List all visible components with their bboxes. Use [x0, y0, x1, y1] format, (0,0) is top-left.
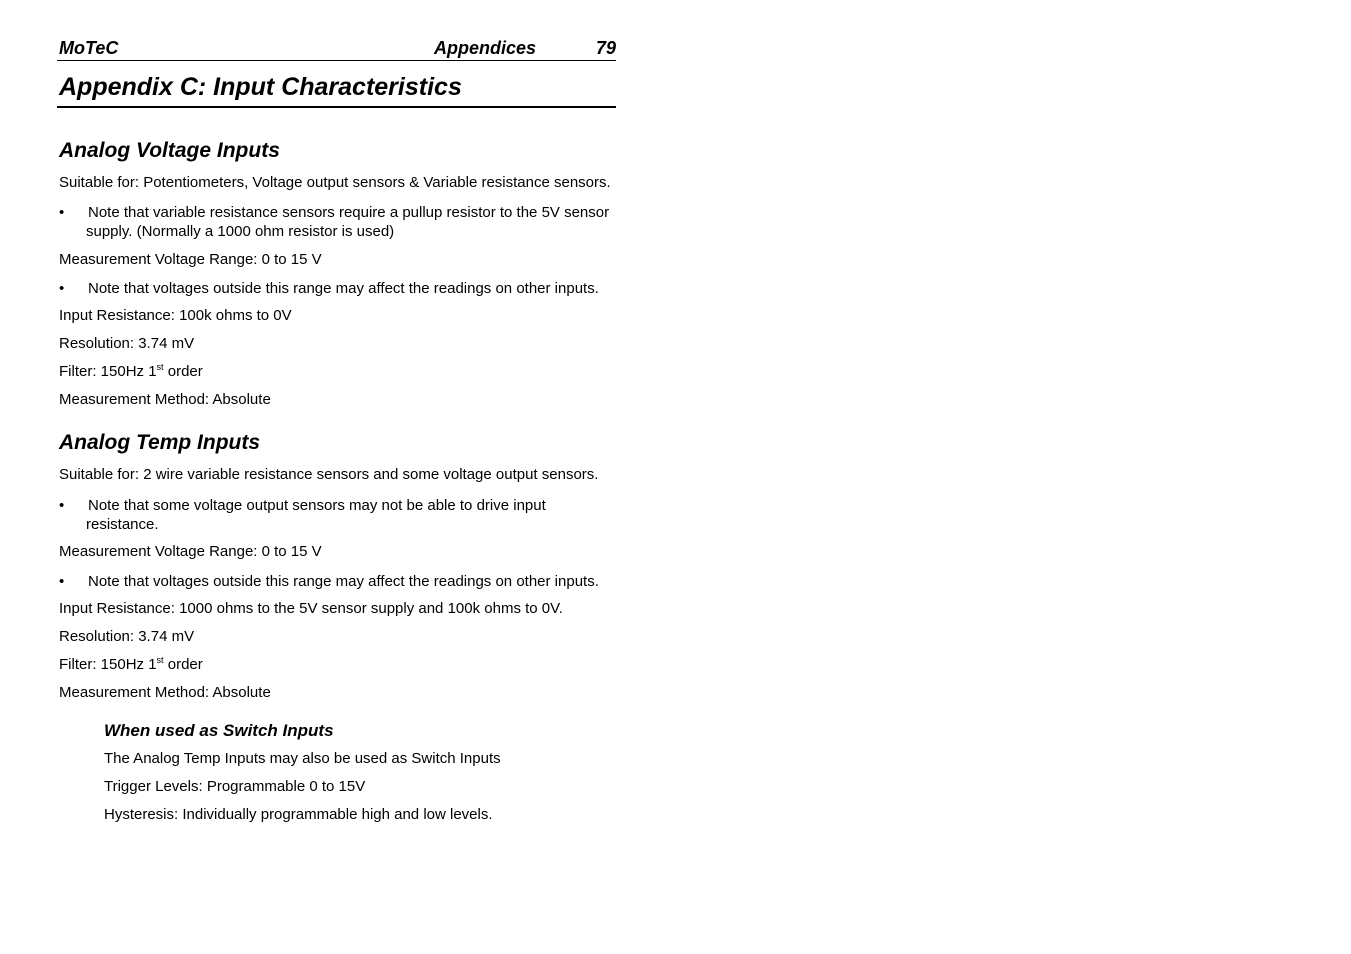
bullet-glyph: • — [59, 204, 65, 221]
header-section: Appendices — [433, 38, 536, 58]
running-header — [57, 36, 616, 61]
measurement-method-text: Measurement Method: Absolute — [59, 684, 271, 701]
filter-suffix: order — [163, 363, 203, 380]
filter-suffix: order — [163, 656, 203, 673]
bullet-glyph: • — [59, 497, 65, 514]
note-bullet — [57, 203, 616, 241]
subsection-heading: When used as Switch Inputs — [104, 721, 334, 740]
note-bullet — [57, 496, 616, 534]
section-heading: Analog Temp Inputs — [59, 431, 261, 454]
filter-superscript: st — [156, 362, 164, 372]
measurement-range-text: Measurement Voltage Range: 0 to 15 V — [59, 251, 322, 268]
section-analog-temp-inputs — [57, 429, 616, 824]
resolution-text: Resolution: 3.74 mV — [59, 628, 195, 645]
filter-prefix: Filter: 150Hz 1 — [59, 363, 157, 380]
suitable-for-text: Suitable for: 2 wire variable resistance sensors and some voltage output sensors. — [59, 466, 599, 483]
resolution-text: Resolution: 3.74 mV — [59, 335, 195, 352]
switch-inputs-line: The Analog Temp Inputs may also be used as Switch Inputs — [104, 750, 501, 767]
note-text: Note that voltages outside this range may affect the readings on other inputs. — [88, 280, 599, 297]
note-bullet — [57, 279, 616, 298]
note-text: Note that voltages outside this range may affect the readings on other inputs. — [88, 573, 599, 590]
suitable-for-text: Suitable for: Potentiometers, Voltage output sensors & Variable resistance sensors. — [59, 174, 611, 191]
filter-superscript: st — [156, 655, 164, 665]
appendix-title: Appendix C: Input Characteristics — [57, 70, 616, 108]
header-page-number: 79 — [595, 38, 616, 58]
note-text: Note that some voltage output sensors may not be able to drive input resistance. — [86, 497, 546, 533]
input-resistance-text: Input Resistance: 100k ohms to 0V — [59, 307, 292, 324]
hysteresis-text: Hysteresis: Individually programmable high and low levels. — [104, 806, 493, 823]
manual-page — [57, 36, 616, 824]
section-heading: Analog Voltage Inputs — [59, 139, 280, 162]
filter-prefix: Filter: 150Hz 1 — [59, 656, 157, 673]
trigger-levels-text: Trigger Levels: Programmable 0 to 15V — [104, 778, 366, 795]
filter-text — [57, 656, 616, 674]
bullet-glyph: • — [59, 280, 65, 297]
input-resistance-text: Input Resistance: 1000 ohms to the 5V sensor supply and 100k ohms to 0V. — [59, 600, 563, 617]
subsection-switch-inputs — [57, 720, 616, 824]
note-text: Note that variable resistance sensors require a pullup resistor to the 5V sensor supply. (Normally a 1000 ohm resistor is used) — [86, 204, 610, 240]
measurement-method-text: Measurement Method: Absolute — [59, 391, 271, 408]
filter-text — [57, 363, 616, 381]
measurement-range-text: Measurement Voltage Range: 0 to 15 V — [59, 543, 322, 560]
note-bullet — [57, 572, 616, 591]
header-brand: MoTeC — [59, 38, 119, 58]
section-analog-voltage-inputs — [57, 137, 616, 409]
bullet-glyph: • — [59, 573, 65, 590]
